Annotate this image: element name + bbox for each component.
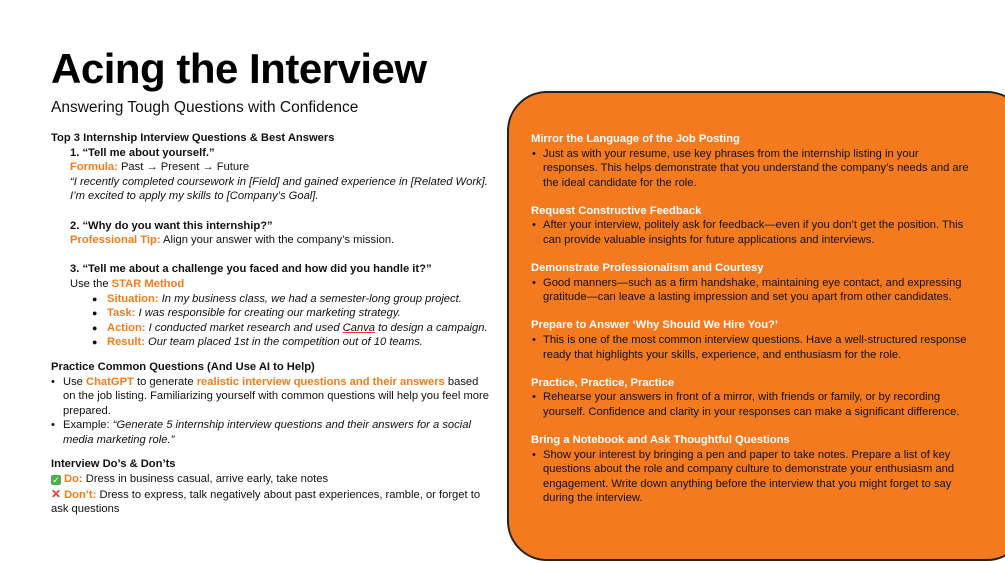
question-1-example: “I recently completed coursework in [Field] and gained experience in [Related Work]. I’m excited to apply my skills to [Company’s Goal]. [70,175,488,203]
star-method-line [70,277,491,292]
tip-heading: Bring a Notebook and Ask Thoughtful Questions [531,434,790,446]
tip-text: • This is one of the most common interview questions. Have a well-structured response ready that highlights your skills, experience, and enthusiasm for the role. [531,333,971,362]
practice-text: based on the job listing. Familiarizing yourself with common questions will help you feel more prepared. [63,375,489,417]
star-text: I conducted market research and used [145,321,343,334]
tip-why-hire [531,318,971,362]
tip-text: • After your interview, politely ask for feedback—even if you don’t get the position. This can provide valuable insights for future applications and interviews. [531,218,971,247]
tip-heading: Practice, Practice, Practice [531,376,675,389]
tips-column [531,132,971,519]
star-item-result [92,335,491,350]
tip-list [531,390,971,419]
tip-mirror-language [531,132,971,190]
question-1-formula [70,160,491,175]
star-text: In my business class, we had a semester-long group project. [158,292,462,305]
tip-text: • Just as with your resume, use key phrases from the internship listing in your responses. This helps demonstrate that you understand the company’s needs and are the ideal candidate for the role. [531,147,971,191]
star-list [92,292,491,350]
tip-label: Professional Tip: [70,234,161,247]
practice-item-chatgpt [51,375,491,419]
check-mark-icon: ✓ [52,475,60,486]
practice-text: to generate [133,375,197,388]
do-label: Do: [64,473,83,486]
tip-list [531,276,971,305]
do-text: Dress in business casual, arrive early, take notes [82,473,329,486]
star-text: to design a campaign. [375,321,488,334]
question-2-title: 2. “Why do you want this internship?” [70,219,273,232]
practice-text: Use [63,375,87,388]
tip-list [531,333,971,362]
star-label: Result: [107,336,145,349]
star-item-action [92,321,491,336]
tip-professionalism [531,261,971,305]
star-label: Task: [107,307,136,320]
practice-item-example [51,418,491,447]
practice-list [51,375,491,448]
dont-line [51,487,491,517]
tip-heading: Demonstrate Professionalism and Courtesy [531,262,764,275]
question-1 [70,146,491,204]
dos-donts-heading: Interview Do’s & Don’ts [51,458,176,471]
star-item-task [92,306,491,321]
practice-heading: Practice Common Questions (And Use AI to Help) [51,360,315,373]
realistic-questions-highlight: realistic interview questions and their answers [196,375,445,388]
star-text: I was responsible for creating our marketing strategy. [135,307,401,320]
dont-text: Dress to express, talk negatively about past experiences, ramble, or forget to ask questions [51,488,481,516]
question-1-title: 1. “Tell me about yourself.” [70,146,215,159]
tip-list [531,218,971,247]
tip-list [531,147,971,191]
cross-mark-icon: ✕ [51,486,62,501]
star-label: Situation: [107,292,159,305]
question-3 [70,262,491,350]
star-label: Action: [107,321,146,334]
question-2-tip [70,233,491,248]
do-line [51,472,491,487]
star-text-canva: Canva [342,321,376,334]
tip-heading: Prepare to Answer ‘Why Should We Hire You?’ [531,319,778,332]
formula-label: Formula: [70,161,118,174]
tip-heading: Request Constructive Feedback [531,204,702,217]
tip-notebook [531,433,971,506]
dont-label: Don’t: [64,488,97,501]
tip-text: • Good manners—such as a firm handshake, maintaining eye contact, and expressing gratitude—can leave a lasting impression and set you apart from other candidates. [531,276,971,305]
star-prefix: Use the [70,277,112,290]
page-subtitle: Answering Tough Questions with Confidence [51,99,359,116]
star-text: Our team placed 1st in the competition out of 10 teams. [144,336,423,349]
left-column [51,131,491,517]
example-quote: “Generate 5 internship interview questions and their answers for a social media marketing role.” [63,419,471,446]
tip-practice [531,376,971,420]
tip-text: • Show your interest by bringing a pen and paper to take notes. Prepare a list of key questions about the role and company culture to demonstrate your enthusiasm and engagement. Write down anything before the interview that you might forget to say during the interview. [531,448,971,506]
star-item-situation [92,292,491,307]
tip-text: • Rehearse your answers in front of a mirror, with friends or family, or by recording yourself. Confidence and clarity in your responses can make a significant difference. [531,390,971,419]
formula-text: Past → Present → Future [117,161,250,174]
question-2 [70,219,491,248]
tip-heading: Mirror the Language of the Job Posting [531,133,740,145]
question-3-title: 3. “Tell me about a challenge you faced and how did you handle it?” [70,263,432,276]
top-questions-heading: Top 3 Internship Interview Questions & Best Answers [51,132,335,144]
star-method-label: STAR Method [111,277,185,290]
tip-list [531,448,971,506]
tip-text: Align your answer with the company’s mission. [160,234,395,247]
tip-feedback [531,204,971,248]
chatgpt-highlight: ChatGPT [86,375,134,388]
page-title: Acing the Interview [51,45,427,92]
example-label: Example: [63,419,113,432]
